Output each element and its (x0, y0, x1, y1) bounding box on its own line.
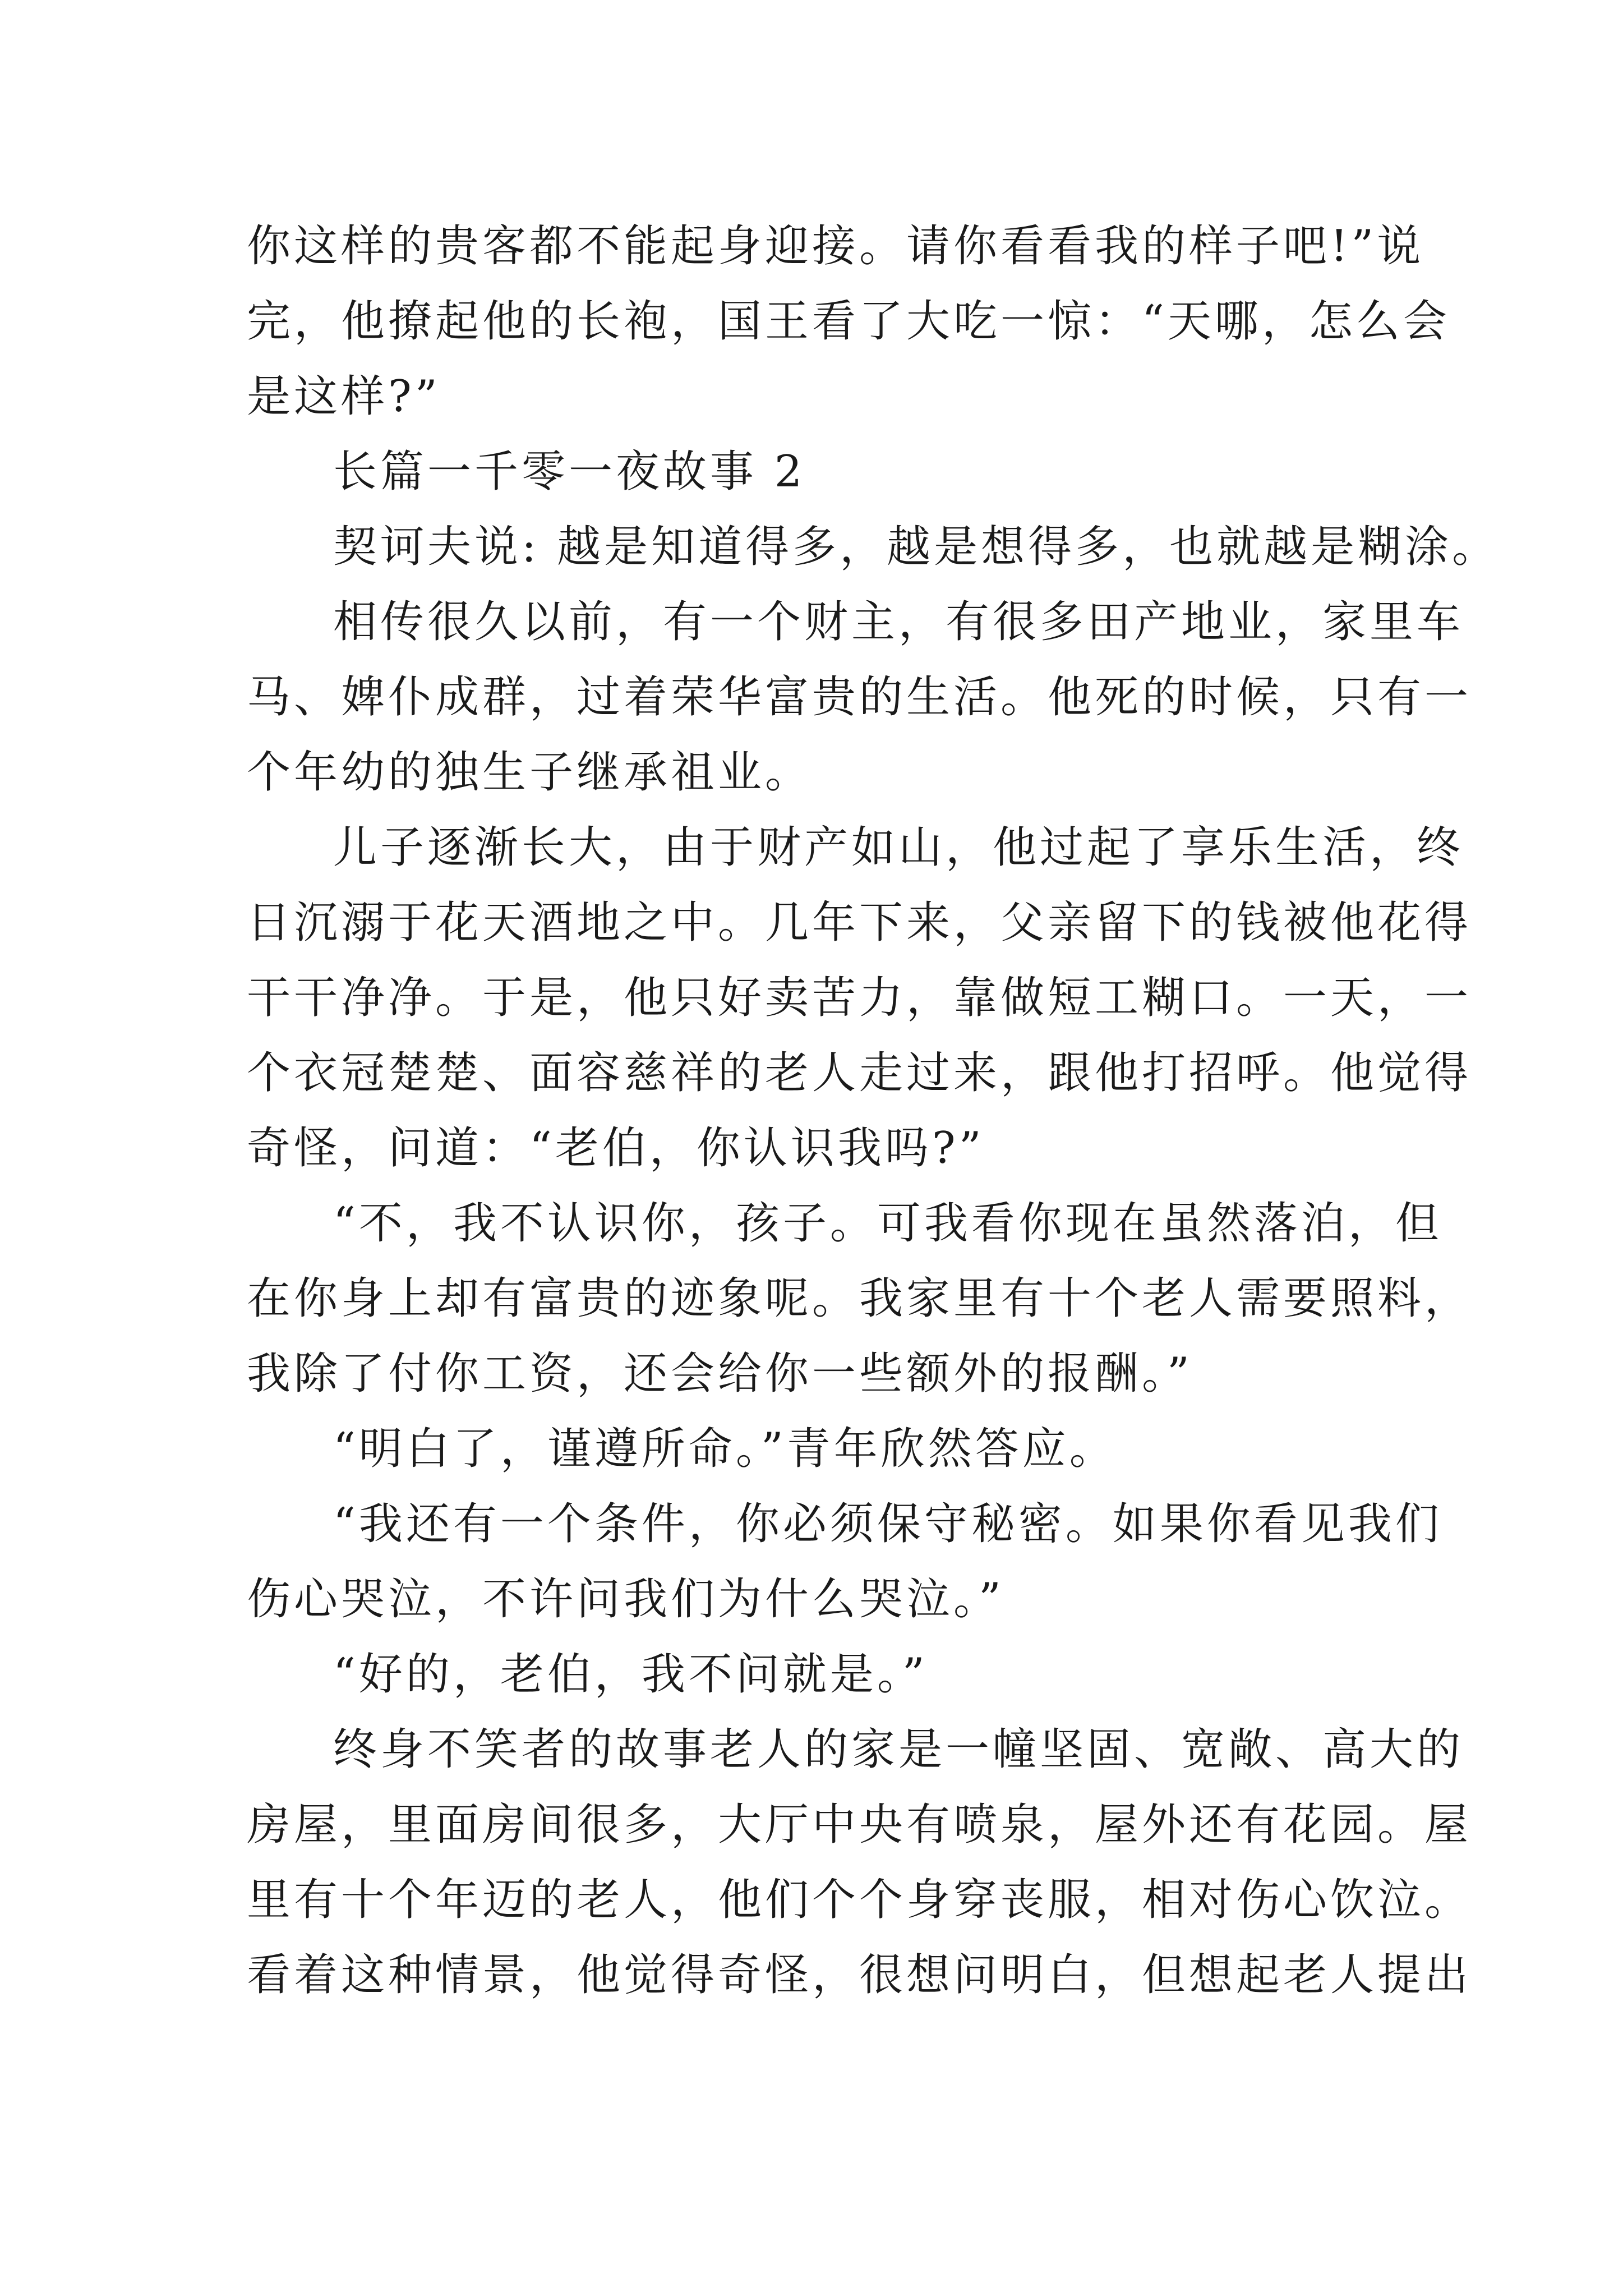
text-line: 终身不笑者的故事老人的家是一幢坚固、宽敞、高大的 (333, 1724, 1464, 1775)
text-line: “不，我不认识你，孩子。可我看你现在虽然落泊，但 (333, 1198, 1442, 1249)
text-line: 干干净净。于是，他只好卖苦力，靠做短工糊口。一天，一 (247, 973, 1472, 1023)
text-line: “好的，老伯，我不问就是。” (333, 1649, 928, 1700)
text-line: 奇怪，问道：“老伯，你认识我吗?” (247, 1123, 985, 1174)
text-line: 个衣冠楚楚、面容慈祥的老人走过来，跟他打招呼。他觉得 (247, 1048, 1472, 1098)
section-heading: 长篇一千零一夜故事 2 (333, 447, 806, 497)
text-line: 儿子逐渐长大，由于财产如山，他过起了享乐生活，终 (333, 822, 1464, 873)
text-line: “明白了，谨遵所命。”青年欣然答应。 (333, 1424, 1117, 1474)
text-line: “我还有一个条件，你必须保守秘密。如果你看见我们 (333, 1499, 1442, 1549)
text-line: 个年幼的独生子继承祖业。 (247, 747, 813, 798)
text-line: 看着这种情景，他觉得奇怪，很想问明白，但想起老人提出 (247, 1950, 1472, 2000)
text-line: 伤心哭泣，不许问我们为什么哭泣。” (247, 1574, 1004, 1625)
text-line: 你这样的贵客都不能起身迎接。请你看看我的样子吧!”说 (247, 221, 1424, 272)
text-line: 我除了付你工资，还会给你一些额外的报酬。” (247, 1349, 1193, 1399)
text-line: 相传很久以前，有一个财主，有很多田产地业，家里车 (333, 597, 1464, 647)
quote-line: 契诃夫说: 越是知道得多，越是想得多，也就越是糊涂。 (333, 522, 1500, 572)
text-line: 是这样?” (247, 371, 441, 422)
text-line: 完，他撩起他的长袍，国王看了大吃一惊：“天哪，怎么会 (247, 296, 1450, 347)
text-line: 里有十个年迈的老人，他们个个身穿丧服，相对伤心饮泣。 (247, 1875, 1472, 1925)
text-line: 马、婢仆成群，过着荣华富贵的生活。他死的时候，只有一 (247, 672, 1472, 723)
text-line: 日沉溺于花天酒地之中。几年下来，父亲留下的钱被他花得 (247, 898, 1472, 948)
text-line: 房屋，里面房间很多，大厅中央有喷泉，屋外还有花园。屋 (247, 1800, 1472, 1850)
text-line: 在你身上却有富贵的迹象呢。我家里有十个老人需要照料， (247, 1273, 1472, 1324)
